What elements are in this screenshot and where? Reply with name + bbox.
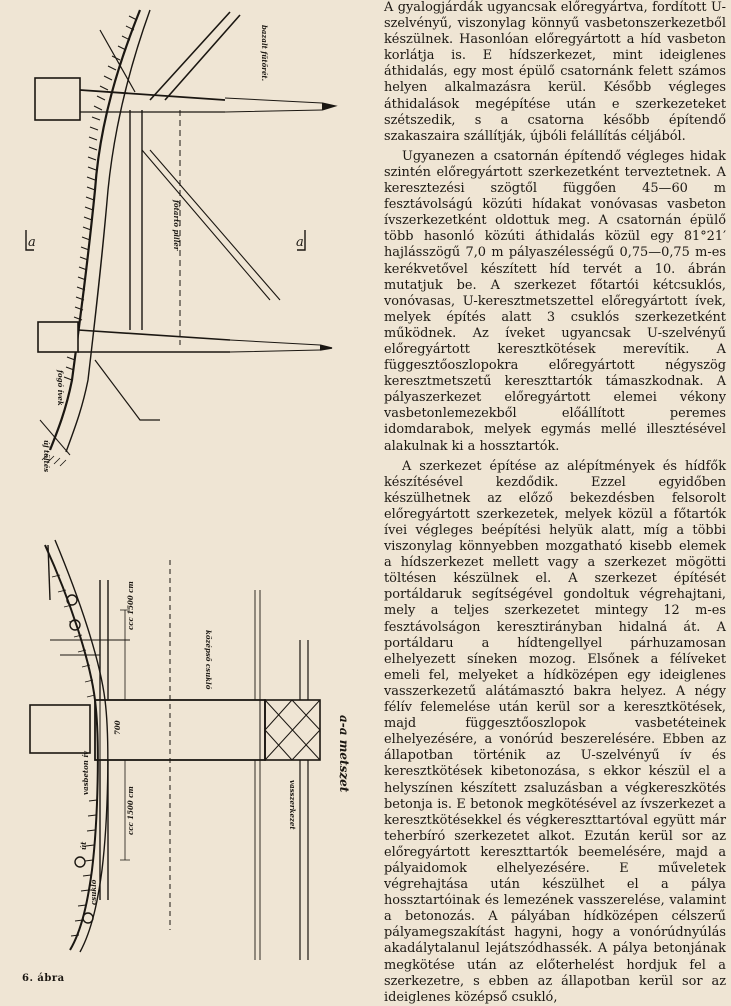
label-csuklo: csukló [89,879,98,905]
paragraph-3: A szerkezet építése az alépítmények és hídfők készítésével kezdődik. Ezzel egyidőben készülhetnek az előző bekezdésben felsorolt előregyártott szerkezetek, melyek közül a főtartók ívei végleges beépítési helyük alatt, míg a többi viszonylag könnyebben mozgatható kisebb elemek a hídszerkezet mellett vagy a szerkezet mögötti töltésen készülnek el. A szerkezet építését portáldaruk segítségével gondoltuk végrehajtani, mely a teljes szerkezetet mintegy 12 m-es fesztávolságon keresztirányban hidalná át. A portáldaru a hídtengellyel párhuzamosan elhelyezett síneken mozog. Elsőnek a félíveket emeli fel, melyeket a hídközépen egy ideiglenes vasszerkezetű alátámasztó bakra helyez. A négy félív felemelése után kerül sor a keresztkötések, majd függesztőoszlopok vasbetéteinek elhelyezésére, a vonórúd beszerelésére. Ebben az állapotban történik az U-szelvényű ív és keresztkötések kibetonozása, s ekkor készül el a helyszínen készített zsaluzásban a végkereszkötés betonja is. E betonok megkötésével az ívszerkezet a keresztkötésekkel és végkereszttartóval együtt már teherbíró szerkezetet alkot. Ezután kerül sor az előregyártott kereszttartók beemelésére, majd a pályaidomok elhelyezésére. E műveletek végrehajtása után készülhet el a pálya hossztartóinak és lemezének vasszerelése, valamint a betonozás. A pályában hídközépen célszerű pályamegszakítást hagyni, hogy a vonórúdnyúlás akadálytalanul lejátszódhassék. A pálya betonjának megkötése után az előterhelést hordjuk fel a szerkezetre, s ebben az állapotban kerül sor az ideiglenes középső csukló, [384,458,726,1005]
label-vasszerkezet: vasszerkezet [288,780,297,830]
label-bazalt: bazalt fűtőrét. [260,25,269,82]
paragraph-2: Ugyanezen a csatornán építendő végleges hidak szintén előregyártott szerkezetként terveztetnek. A keresztezési szögtől függően 45—60 m fesztávolságú közúti hídakat vonóvasas vasbeton ívszerkezetként oldottuk meg. A csatornán épülő több hasonló közúti áthidalás közül egy 81°21′ hajlásszögű 7,0 m pályaszélességű 0,75—0,75 m-es kerékvetővel készített híd tervét a 10. ábrán mutatjuk be. A szerkezet főtartói kétcsuklós, vonóvasas, U-keresztmetszettel előregyártott ívek, melyek építés alatt 3 csuklós szerkezetként működnek. Az íveket ugyancsak U-szelvényű előregyártott keresztkötések merevítik. A függesztőoszlopokra előregyártott négyszög keresztmetszetű kereszttartók támaszkodnak. A pályaszerkezet előregyártott elemei vékony vasbetonlemezekből előállított peremes idomdarabok, melyek egymás mellé illesztésével alakulnak ki a hossztartók. [384,148,726,454]
label-fotarto-piller: főtartó pillér [172,200,181,251]
label-fogo-ivek: fogó ívek [56,370,65,406]
figure-caption: 6. ábra [22,973,65,984]
label-vasbeton-iv: vasbeton ív [81,750,90,795]
label-uj-tolt: új töltés [42,440,51,473]
label-dim-top: ccc 1500 cm [126,581,135,630]
label-kozepso-csuklo: középső csukló [204,630,213,690]
article-text-column [384,0,726,1006]
label-dim-mid: ccc 1500 cm [126,786,135,835]
label-ut: út [79,841,88,850]
bridge-construction-drawing [0,0,378,970]
label-dim-span: 700 [113,720,122,735]
section-mark-left: a [28,235,36,250]
section-title: a-a metszet [337,715,351,793]
paragraph-1: A gyalogjárdák ugyancsak előregyártva, fordított U-szelvényű, viszonylag könnyű vasbetonszerkezetből készülnek. Hasonlóan előregyártott a híd vasbeton korlátja is. E hídszerkezet, mint ideiglenes áthidalás, egy most épülő csatornánk felett számos helyen alkalmazásra kerül. Később végleges áthidalások megépítése után e szerkezeteket szétszedik, s a csatorna később építendő szakaszaira szállítják, újbóli felállítás céljából. [384,0,726,144]
section-mark-right: a [296,235,304,250]
